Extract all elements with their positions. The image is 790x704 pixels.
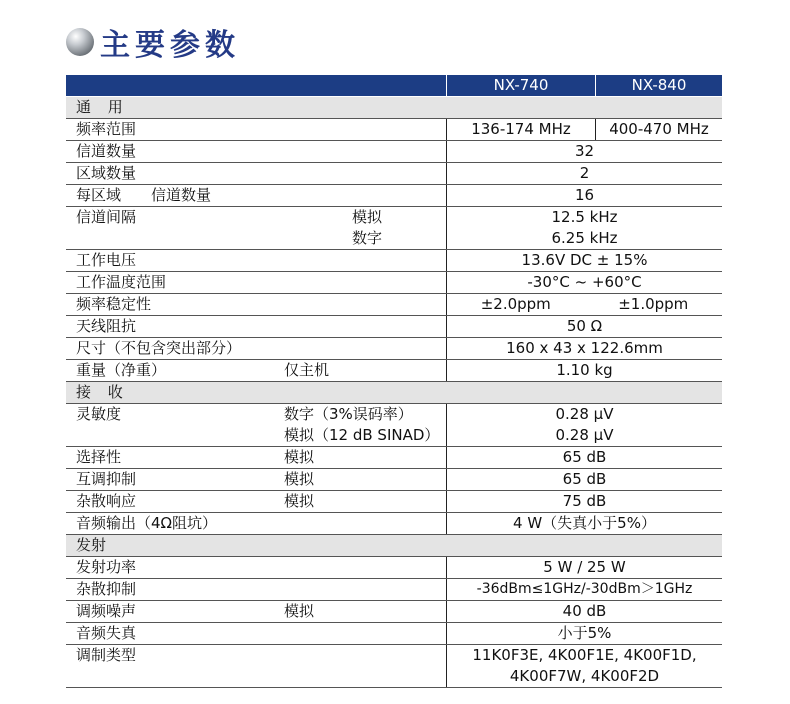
- table-row: 调频噪声 模拟 40 dB: [66, 601, 722, 623]
- table-row: 选择性 模拟 65 dB: [66, 447, 722, 469]
- table-row: 信道数量 32: [66, 141, 722, 163]
- model-header-row: [66, 75, 722, 97]
- table-row: 互调抑制 模拟 65 dB: [66, 469, 722, 491]
- table-row: 音频失真 小于5%: [66, 623, 722, 645]
- section-transmit: 发射: [66, 535, 722, 557]
- table-row: 灵敏度 数字（3%误码率） 0.28 μV: [66, 404, 722, 426]
- table-row: 工作温度范围 -30°C ~ +60°C: [66, 272, 722, 294]
- table-row: 尺寸（不包含突出部分） 160 x 43 x 122.6mm: [66, 338, 722, 360]
- table-row: 频率稳定性 ±2.0ppm ±1.0ppm: [66, 294, 722, 316]
- table-row: 信道间隔 模拟 12.5 kHz: [66, 207, 722, 229]
- table-row: 发射功率 5 W / 25 W: [66, 557, 722, 579]
- table-row: 天线阻抗 50 Ω: [66, 316, 722, 338]
- page-title: 主要参数: [100, 28, 240, 63]
- spec-table: [66, 75, 722, 688]
- bullet-sphere-icon: [66, 28, 94, 56]
- table-row: 重量（净重） 仅主机 1.10 kg: [66, 360, 722, 382]
- table-row: 数字 6.25 kHz: [66, 228, 722, 250]
- table-row: 每区域 信道数量 16: [66, 185, 722, 207]
- table-row: 工作电压 13.6V DC ± 15%: [66, 250, 722, 272]
- section-general: 通 用: [66, 97, 722, 119]
- table-row: 频率范围 136-174 MHz 400-470 MHz: [66, 119, 722, 141]
- table-row: 区域数量 2: [66, 163, 722, 185]
- table-row: 模拟（12 dB SINAD） 0.28 μV: [66, 425, 722, 447]
- table-row: 调制类型 11K0F3E, 4K00F1E, 4K00F1D, 4K00F7W, 4K00F2D: [66, 645, 722, 688]
- page-header: [66, 22, 240, 62]
- model-nx840: NX-840: [596, 75, 723, 97]
- table-row: 杂散响应 模拟 75 dB: [66, 491, 722, 513]
- table-row: 杂散抑制 -36dBm≤1GHz/-30dBm＞1GHz: [66, 579, 722, 601]
- section-receive: 接 收: [66, 382, 722, 404]
- model-nx740: NX-740: [447, 75, 596, 97]
- table-row: 音频输出（4Ω阻坑） 4 W（失真小于5%）: [66, 513, 722, 535]
